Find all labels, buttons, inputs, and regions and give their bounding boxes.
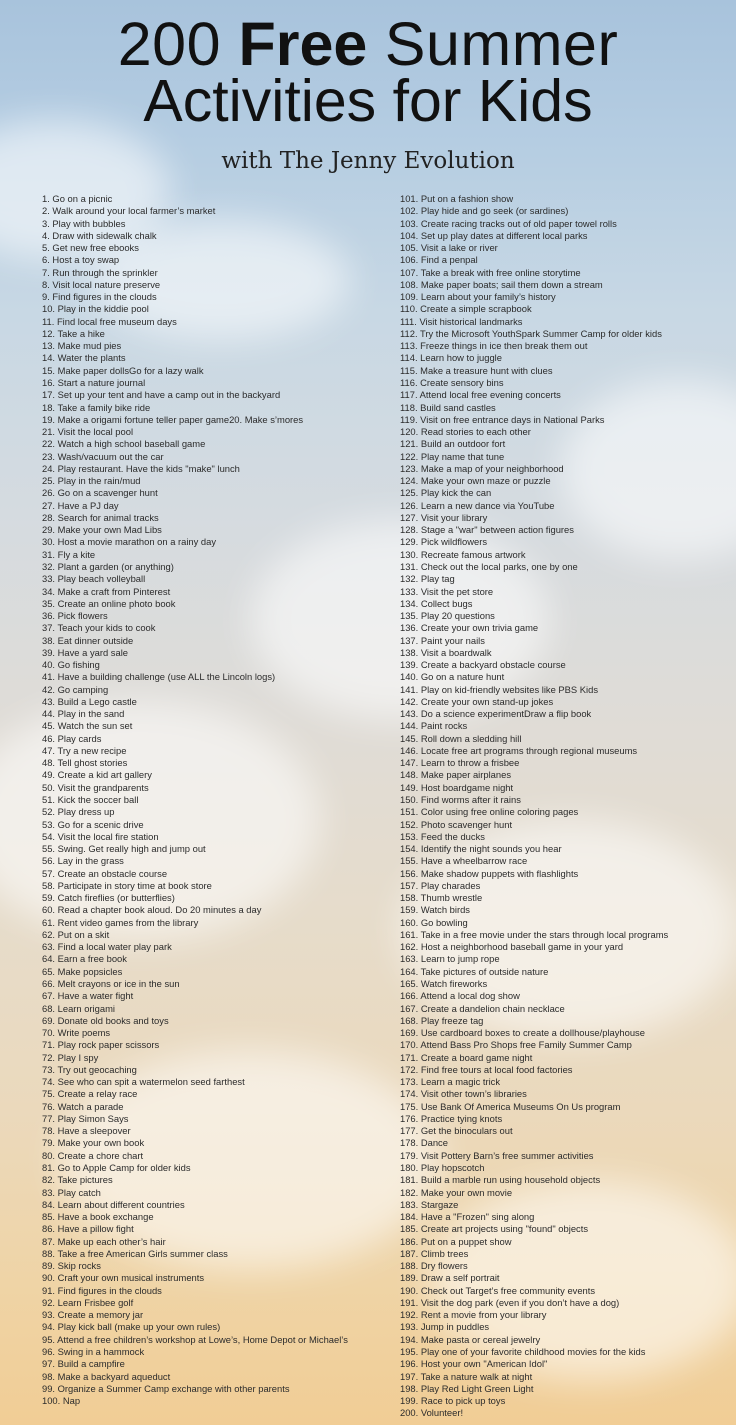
activity-item: 160. Go bowling: [400, 916, 468, 928]
activity-item: 169. Use cardboard boxes to create a dollhouse/playhouse: [400, 1027, 645, 1039]
activity-item: 112. Try the Microsoft YouthSpark Summer Camp for older kids: [400, 327, 662, 339]
activity-item: 198. Play Red Light Green Light: [400, 1382, 534, 1394]
activity-item: 142. Create your own stand-up jokes: [400, 695, 554, 707]
activity-list-right: [400, 193, 736, 1420]
activity-item: 49. Create a kid art gallery: [42, 769, 152, 781]
activity-item: 108. Make paper boats; sail them down a stream: [400, 278, 603, 290]
activity-item: 135. Play 20 questions: [400, 610, 495, 622]
activity-item: 152. Photo scavenger hunt: [400, 818, 513, 830]
activity-item: 158. Thumb wrestle: [400, 892, 483, 904]
activity-item: 188. Dry flowers: [400, 1260, 468, 1272]
activity-item: 88. Take a free American Girls summer class: [42, 1247, 228, 1259]
activity-item: 177. Get the binoculars out: [400, 1125, 513, 1137]
activity-item: 197. Take a nature walk at night: [400, 1370, 533, 1382]
activity-item: 79. Make your own book: [42, 1137, 145, 1149]
activity-item: 161. Take in a free movie under the stars through local programs: [400, 928, 669, 940]
activity-item: 184. Have a "Frozen" sing along: [400, 1211, 535, 1223]
activity-item: 181. Build a marble run using household objects: [400, 1174, 601, 1186]
activity-item: 15. Make paper dollsGo for a lazy walk: [42, 364, 204, 376]
activity-item: 12. Take a hike: [42, 327, 105, 339]
activity-item: 102. Play hide and go seek (or sardines): [400, 205, 569, 217]
activity-item: 86. Have a pillow fight: [42, 1223, 134, 1235]
activity-item: 76. Watch a parade: [42, 1100, 124, 1112]
activity-item: 101. Put on a fashion show: [400, 193, 514, 204]
activity-item: 122. Play name that tune: [400, 450, 505, 462]
activity-item: 2. Walk around your local farmer’s market: [42, 205, 216, 217]
activity-item: 36. Pick flowers: [42, 610, 108, 622]
activity-item: 53. Go for a scenic drive: [42, 818, 144, 830]
activity-item: 42. Go camping: [42, 683, 109, 695]
activity-item: 65. Make popsicles: [42, 965, 123, 977]
activity-item: 164. Take pictures of outside nature: [400, 965, 549, 977]
activity-item: 9. Find figures in the clouds: [42, 291, 157, 303]
activity-item: 131. Check out the local parks, one by one: [400, 560, 578, 572]
activity-item: 132. Play tag: [400, 573, 455, 585]
poster-title-line-1: [0, 10, 736, 78]
activity-item: 69. Donate old books and toys: [42, 1014, 169, 1026]
activity-item: 128. Stage a "war" between action figures: [400, 524, 574, 536]
activity-item: 103. Create racing tracks out of old paper towel rolls: [400, 217, 617, 229]
activity-item: 62. Put on a skit: [42, 928, 110, 940]
activity-item: 22. Watch a high school baseball game: [42, 438, 206, 450]
activity-item: 64. Earn a free book: [42, 953, 127, 965]
activity-item: 44. Play in the sand: [42, 708, 125, 720]
activity-item: 87. Make up each other’s hair: [42, 1235, 166, 1247]
activity-item: 45. Watch the sun set: [42, 720, 133, 732]
activity-item: 146. Locate free art programs through regional museums: [400, 744, 638, 756]
activity-item: 195. Play one of your favorite childhood movies for the kids: [400, 1345, 646, 1357]
activity-item: 41. Have a building challenge (use ALL the Lincoln logs): [42, 671, 276, 683]
activity-item: 117. Attend local free evening concerts: [400, 389, 561, 401]
activity-item: 4. Draw with sidewalk chalk: [42, 229, 157, 241]
activity-item: 50. Visit the grandparents: [42, 781, 149, 793]
activity-item: 168. Play freeze tag: [400, 1014, 484, 1026]
activity-item: 140. Go on a nature hunt: [400, 671, 505, 683]
activity-item: 166. Attend a local dog show: [400, 990, 520, 1002]
activity-item: 113. Freeze things in ice then break them out: [400, 340, 588, 352]
activity-item: 172. Find free tours at local food factories: [400, 1063, 573, 1075]
activity-item: 47. Try a new recipe: [42, 744, 127, 756]
activity-item: 95. Attend a free children’s workshop at Lowe’s, Home Depot or Michael’s: [42, 1333, 348, 1345]
activity-item: 107. Take a break with free online storytime: [400, 266, 581, 278]
activity-item: 35. Create an online photo book: [42, 597, 176, 609]
activity-item: 17. Set up your tent and have a camp out in the backyard: [42, 389, 281, 401]
activity-item: 39. Have a yard sale: [42, 646, 128, 658]
activity-item: 73. Try out geocaching: [42, 1063, 137, 1075]
activity-item: 40. Go fishing: [42, 659, 100, 671]
activity-item: 145. Roll down a sledding hill: [400, 732, 522, 744]
activity-item: 21. Visit the local pool: [42, 426, 134, 438]
activity-item: 155. Have a wheelbarrow race: [400, 855, 528, 867]
activity-item: 31. Fly a kite: [42, 548, 96, 560]
activity-item: 151. Color using free online coloring pages: [400, 806, 579, 818]
activity-item: 106. Find a penpal: [400, 254, 478, 266]
activity-item: 157. Play charades: [400, 879, 481, 891]
activity-item: 63. Find a local water play park: [42, 941, 172, 953]
activity-item: 114. Learn how to juggle: [400, 352, 502, 364]
activity-item: 148. Make paper airplanes: [400, 769, 512, 781]
activity-item: 16. Start a nature journal: [42, 376, 146, 388]
activity-item: 179. Visit Pottery Barn’s free summer activities: [400, 1149, 594, 1161]
activity-item: 139. Create a backyard obstacle course: [400, 659, 566, 671]
activity-item: 156. Make shadow puppets with flashlights: [400, 867, 579, 879]
activity-item: 111. Visit historical landmarks: [400, 315, 523, 327]
activity-item: 194. Make pasta or cereal jewelry: [400, 1333, 541, 1345]
activity-item: 46. Play cards: [42, 732, 102, 744]
activity-item: 193. Jump in puddles: [400, 1321, 490, 1333]
activity-item: 85. Have a book exchange: [42, 1211, 154, 1223]
activity-item: 13. Make mud pies: [42, 340, 122, 352]
activity-item: 51. Kick the soccer ball: [42, 794, 139, 806]
activity-item: 165. Watch fireworks: [400, 978, 488, 989]
activity-item: 58. Participate in story time at book store: [42, 879, 212, 891]
activity-item: 171. Create a board game night: [400, 1051, 533, 1063]
activity-item: 1. Go on a picnic: [42, 193, 113, 204]
activity-item: 176. Practice tying knots: [400, 1112, 503, 1124]
activity-item: 10. Play in the kiddie pool: [42, 303, 149, 315]
activity-item: 34. Make a craft from Pinterest: [42, 585, 171, 597]
activity-item: 29. Make your own Mad Libs: [42, 524, 162, 536]
activity-item: 27. Have a PJ day: [42, 499, 119, 511]
activity-item: 118. Build sand castles: [400, 401, 496, 413]
activity-item: 11. Find local free museum days: [42, 315, 177, 327]
activity-item: 71. Play rock paper scissors: [42, 1039, 160, 1051]
activity-item: 150. Find worms after it rains: [400, 794, 521, 806]
activity-item: 175. Use Bank Of America Museums On Us program: [400, 1100, 621, 1112]
activity-item: 91. Find figures in the clouds: [42, 1284, 162, 1296]
activity-item: 14. Water the plants: [42, 352, 126, 364]
activity-item: 163. Learn to jump rope: [400, 953, 500, 965]
activity-item: 127. Visit your library: [400, 511, 488, 523]
activity-item: 84. Learn about different countries: [42, 1198, 185, 1210]
activity-item: 100. Nap: [42, 1395, 81, 1407]
activity-item: 124. Make your own maze or puzzle: [400, 475, 551, 487]
activity-item: 54. Visit the local fire station: [42, 830, 159, 842]
activity-item: 159. Watch birds: [400, 904, 470, 916]
activity-item: 81. Go to Apple Camp for older kids: [42, 1161, 191, 1173]
activity-item: 72. Play I spy: [42, 1051, 99, 1063]
activity-item: 190. Check out Target’s free community events: [400, 1284, 596, 1296]
activity-item: 130. Recreate famous artwork: [400, 548, 526, 560]
activity-item: 5. Get new free ebooks: [42, 242, 139, 254]
activity-item: 28. Search for animal tracks: [42, 511, 159, 523]
activity-item: 74. See who can spit a watermelon seed farthest: [42, 1076, 245, 1088]
activity-item: 183. Stargaze: [400, 1198, 459, 1210]
activity-item: 187. Climb trees: [400, 1247, 469, 1259]
activity-item: 43. Build a Lego castle: [42, 695, 137, 707]
activity-item: 37. Teach your kids to cook: [42, 622, 156, 634]
title-bold-word: Free: [238, 10, 368, 78]
activity-item: 170. Attend Bass Pro Shops free Family Summer Camp: [400, 1039, 632, 1051]
activity-item: 119. Visit on free entrance days in National Parks: [400, 413, 605, 425]
activity-item: 33. Play beach volleyball: [42, 573, 146, 585]
activity-item: 147. Learn to throw a frisbee: [400, 757, 520, 769]
activity-item: 32. Plant a garden (or anything): [42, 560, 174, 572]
activity-item: 78. Have a sleepover: [42, 1125, 131, 1137]
activity-item: 129. Pick wildflowers: [400, 536, 488, 548]
activity-item: 141. Play on kid-friendly websites like PBS Kids: [400, 683, 599, 695]
activity-item: 115. Make a treasure hunt with clues: [400, 364, 553, 376]
activity-item: 149. Host boardgame night: [400, 781, 514, 793]
activity-item: 56. Lay in the grass: [42, 855, 124, 867]
activity-item: 180. Play hopscotch: [400, 1161, 485, 1173]
activity-item: 153. Feed the ducks: [400, 830, 485, 842]
activity-item: 92. Learn Frisbee golf: [42, 1296, 134, 1308]
activity-item: 97. Build a campfire: [42, 1358, 125, 1370]
activity-item: 82. Take pictures: [42, 1174, 113, 1186]
activity-item: 93. Create a memory jar: [42, 1309, 144, 1321]
activity-item: 178. Dance: [400, 1137, 448, 1149]
activity-item: 8. Visit local nature preserve: [42, 278, 161, 290]
activity-item: 48. Tell ghost stories: [42, 757, 128, 769]
activity-item: 96. Swing in a hammock: [42, 1345, 145, 1357]
activity-item: 77. Play Simon Says: [42, 1112, 129, 1124]
activity-item: 89. Skip rocks: [42, 1260, 101, 1272]
activity-item: 68. Learn origami: [42, 1002, 115, 1014]
activity-item: 196. Host your own "American Idol": [400, 1358, 548, 1370]
activity-item: 23. Wash/vacuum out the car: [42, 450, 164, 462]
poster-title-line-2: Activities for Kids: [143, 68, 593, 134]
activity-item: 66. Melt crayons or ice in the sun: [42, 978, 180, 989]
activity-item: 7. Run through the sprinkler: [42, 266, 158, 278]
activity-item: 143. Do a science experimentDraw a flip book: [400, 708, 592, 720]
activity-item: 125. Play kick the can: [400, 487, 492, 499]
activity-item: 126. Learn a new dance via YouTube: [400, 499, 555, 511]
activity-item: 98. Make a backyard aqueduct: [42, 1370, 171, 1382]
activity-item: 185. Create art projects using "found" objects: [400, 1223, 589, 1235]
activity-item: 123. Make a map of your neighborhood: [400, 462, 564, 474]
activity-item: 30. Host a movie marathon on a rainy day: [42, 536, 217, 548]
activity-item: 6. Host a toy swap: [42, 254, 120, 266]
activity-item: 26. Go on a scavenger hunt: [42, 487, 158, 499]
activity-item: 99. Organize a Summer Camp exchange with other parents: [42, 1382, 290, 1394]
title-prefix: 200: [117, 10, 239, 78]
activity-item: 75. Create a relay race: [42, 1088, 138, 1100]
activity-item: 3. Play with bubbles: [42, 217, 126, 229]
activity-item: 104. Set up play dates at different local parks: [400, 229, 588, 241]
activity-item: 52. Play dress up: [42, 806, 115, 818]
activity-item: 200. Volunteer!: [400, 1407, 464, 1419]
activity-item: 136. Create your own trivia game: [400, 622, 539, 634]
activity-item: 80. Create a chore chart: [42, 1149, 144, 1161]
activity-item: 174. Visit other town’s libraries: [400, 1088, 527, 1100]
activity-item: 137. Paint your nails: [400, 634, 485, 646]
activity-item: 173. Learn a magic trick: [400, 1076, 501, 1088]
activity-item: 162. Host a neighborhood baseball game in your yard: [400, 941, 624, 953]
activity-item: 55. Swing. Get really high and jump out: [42, 843, 206, 855]
activity-item: 94. Play kick ball (make up your own rules): [42, 1321, 221, 1333]
activity-item: 61. Rent video games from the library: [42, 916, 199, 928]
activity-item: 144. Paint rocks: [400, 720, 468, 732]
activity-item: 121. Build an outdoor fort: [400, 438, 506, 450]
activity-item: 60. Read a chapter book aloud. Do 20 minutes a day: [42, 904, 262, 916]
activity-item: 120. Read stories to each other: [400, 426, 531, 438]
activity-item: 24. Play restaurant. Have the kids "make" lunch: [42, 462, 240, 474]
activity-item: 25. Play in the rain/mud: [42, 475, 141, 487]
activity-item: 133. Visit the pet store: [400, 585, 494, 597]
activity-item: 186. Put on a puppet show: [400, 1235, 512, 1247]
activity-item: 38. Eat dinner outside: [42, 634, 134, 646]
poster-subtitle: with The Jenny Evolution: [221, 148, 515, 174]
activity-item: 105. Visit a lake or river: [400, 242, 498, 254]
activity-item: 70. Write poems: [42, 1027, 111, 1039]
activity-item: 182. Make your own movie: [400, 1186, 513, 1198]
activity-item: 191. Visit the dog park (even if you don’t have a dog): [400, 1296, 620, 1308]
activity-item: 154. Identify the night sounds you hear: [400, 843, 562, 855]
activity-item: 90. Craft your own musical instruments: [42, 1272, 205, 1284]
activity-list-left: [42, 193, 397, 1407]
activity-item: 109. Learn about your family’s history: [400, 291, 556, 303]
activity-item: 167. Create a dandelion chain necklace: [400, 1002, 565, 1014]
activity-item: 138. Visit a boardwalk: [400, 646, 492, 658]
activity-item: 67. Have a water fight: [42, 990, 134, 1002]
activity-item: 116. Create sensory bins: [400, 376, 504, 388]
title-suffix: Summer: [367, 10, 619, 78]
activity-item: 192. Rent a movie from your library: [400, 1309, 547, 1321]
activity-item: 199. Race to pick up toys: [400, 1395, 506, 1407]
activity-item: 18. Take a family bike ride: [42, 401, 151, 413]
activity-item: 59. Catch fireflies (or butterflies): [42, 892, 175, 904]
activity-item: 57. Create an obstacle course: [42, 867, 168, 879]
activity-item: 19. Make a origami fortune teller paper game20. Make s’mores: [42, 413, 304, 425]
activity-item: 134. Collect bugs: [400, 597, 473, 609]
activity-item: 110. Create a simple scrapbook: [400, 303, 532, 315]
activity-item: 83. Play catch: [42, 1186, 101, 1198]
activity-item: 189. Draw a self portrait: [400, 1272, 500, 1284]
